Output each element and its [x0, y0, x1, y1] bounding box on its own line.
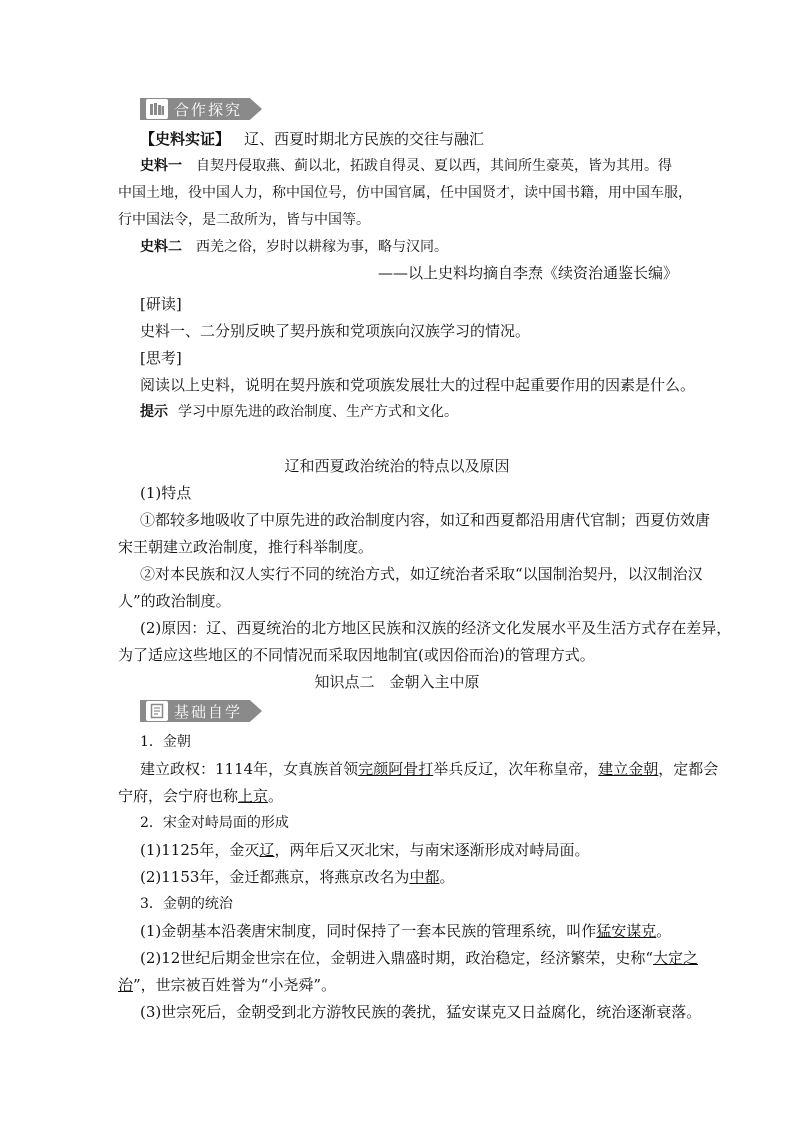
section-banner-cooperation — [140, 98, 262, 120]
section3-p3: (2)1153年，金迁都燕京，将燕京改名为中都。 — [140, 868, 455, 886]
section2-p2-line2: 宋王朝建立政治制度，推行科举制度。 — [118, 538, 374, 556]
banner-label: 合作探究 — [174, 100, 243, 119]
section3-p2: (1)1125年，金灭辽，两年后又灭北宋，与南宋逐渐形成对峙局面。 — [140, 841, 590, 859]
section2-p1: (1)特点 — [140, 484, 192, 502]
books-icon — [146, 99, 168, 119]
yandu-label: [研读] — [140, 295, 182, 313]
sikao-label: [思考] — [140, 349, 182, 367]
sikao-text: 阅读以上史料，说明在契丹族和党项族发展壮大的过程中起重要作用的因素是什么。 — [140, 376, 696, 394]
section-heading: 【史料实证】 辽、西夏时期北方民族的交往与融汇 — [140, 130, 485, 148]
section-banner-self-study — [140, 700, 262, 722]
page-icon — [146, 701, 168, 721]
yandu-text: 史料一、二分别反映了契丹族和党项族向汉族学习的情况。 — [140, 322, 531, 340]
banner-label: 基础自学 — [174, 702, 243, 721]
section2-title: 辽和西夏政治统治的特点以及原因 — [284, 457, 510, 475]
section3-p1-line1: 建立政权：1114年，女真族首领完颜阿骨打举兵反辽，次年称皇帝，建立金朝，定都会 — [140, 760, 719, 778]
section2-p4-line1: (2)原因：辽、西夏统治的北方地区民族和汉族的经济文化发展水平及生活方式存在差异， — [140, 619, 732, 637]
citation: ——以上史料均摘自李焘《续资治通鉴长编》 — [377, 264, 678, 282]
section2-p4-line2: 为了适应这些地区的不同情况而采取因地制宜(或因俗而治)的管理方式。 — [118, 646, 595, 664]
source1-line3: 行中国法令，是二敌所为，皆与中国等。 — [118, 212, 370, 228]
heading-song-jin-confrontation: 2．宋金对峙局面的形成 — [140, 815, 289, 831]
source1-line1: 史料一 自契丹侵取燕、蓟以北，拓跋自得灵、夏以西，其间所生豪英，皆为其用。得 — [140, 158, 672, 174]
section3-p5-line2: 治”，世宗被百姓誉为“小尧舜”。 — [118, 976, 337, 994]
heading-jin-dynasty: 1．金朝 — [140, 734, 191, 750]
tishi-line: 提示 学习中原先进的政治制度、生产方式和文化。 — [140, 404, 458, 420]
section3-p1-line2: 宁府，会宁府也称上京。 — [118, 787, 284, 805]
heading-jin-rule: 3．金朝的统治 — [140, 896, 233, 912]
section3-p5-line1: (2)12世纪后期金世宗在位，金朝进入鼎盛时期，政治稳定，经济繁荣，史称“大定之 — [140, 949, 699, 967]
source1-line2: 中国土地，役中国人力，称中国位号，仿中国官属，任中国贤才，读中国书籍，用中国车服， — [118, 185, 692, 201]
source2-line: 史料二 西羌之俗，岁时以耕稼为事，略与汉同。 — [140, 239, 448, 255]
section2-p2-line1: ①都较多地吸收了中原先进的政治制度内容，如辽和西夏都沿用唐代官制；西夏仿效唐 — [140, 511, 711, 529]
section2-p3-line2: 人”的政治制度。 — [118, 592, 231, 610]
section2-p3-line1: ②对本民族和汉人实行不同的统治方式，如辽统治者采取“以国制治契丹，以汉制治汉 — [140, 565, 703, 583]
knowledge-point-title: 知识点二 金朝入主中原 — [314, 673, 480, 691]
section3-p6: (3)世宗死后，金朝受到北方游牧民族的袭扰，猛安谋克又日益腐化，统治逐渐衰落。 — [140, 1003, 702, 1021]
section3-p4: (1)金朝基本沿袭唐宋制度，同时保持了一套本民族的管理系统，叫作猛安谋克。 — [140, 922, 672, 940]
